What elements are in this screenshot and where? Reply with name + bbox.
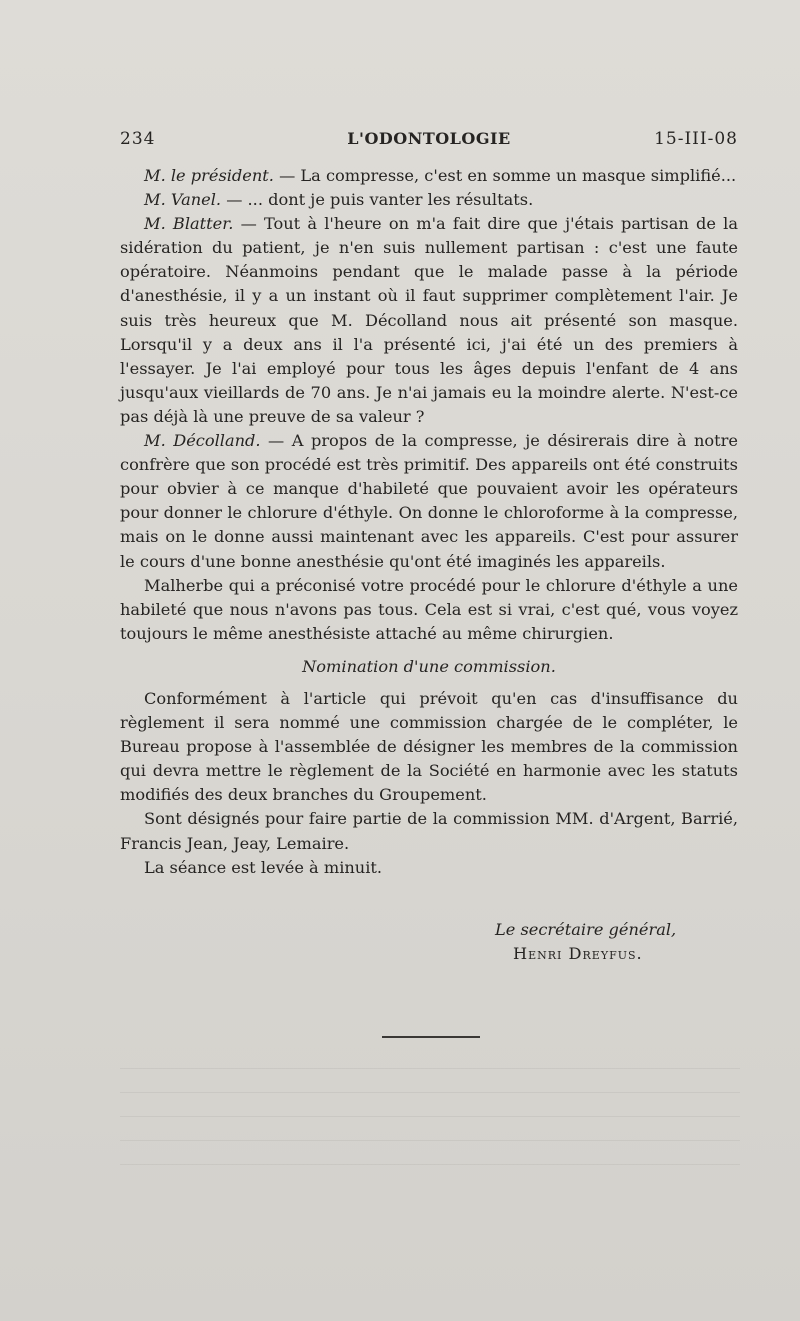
paragraph [120, 164, 738, 188]
paragraph [120, 429, 738, 574]
end-rule [382, 1036, 480, 1038]
section-heading: Nomination d'une commission. [302, 656, 556, 676]
speaker-name: M. Blatter. [144, 214, 234, 234]
paragraph-text: — La compresse, c'est en somme un masque simplifié... [273, 166, 737, 185]
paragraph-text: — ... dont je puis vanter les résultats. [221, 190, 534, 210]
paragraph-text: Malherbe qui a préconisé votre procédé pour le chlorure d'éthyle a une habileté que nous n'avons pas tous. Cela est si vrai, c'est qué, vous voyez toujours le même anesthésiste attaché au même chirurgien. [120, 575, 738, 643]
show-through-texture [120, 1068, 740, 1188]
body-text [120, 164, 738, 880]
paragraph: Conformément à l'article qui prévoit qu'en cas d'insuffisance du règlement il sera nommé une commission chargée de le compléter, le Bureau propose à l'assemblée de désigner les membres de la commission qui devra mettre le règlement de la Société en harmonie avec les statuts modifiés des deux branches du Groupement. [120, 688, 738, 805]
paragraph [120, 188, 738, 212]
page-number: 234 [120, 129, 156, 149]
paragraph: Sont désignés pour faire partie de la commission MM. d'Argent, Barrié, Francis Jean, Jeay, Lemaire. [120, 809, 738, 853]
paragraph-text: — Tout à l'heure on m'a fait dire que j'étais partisan de la sidération du patient, je n'en suis nullement partisan : c'est une faute opératoire. Néanmoins pendant que le malade passe à la période d'anesthésie, il y a un instant où il faut supprimer complètement l'air. Je suis très heureux que M. Décolland nous ait présenté son masque. Lorsqu'il y a deux ans il l'a présenté ici, j'ai été un des premiers à l'essayer. Je l'ai employé pour tous les âges depuis l'enfant de 4 ans jusqu'aux vieillards de 70 ans. Je n'ai jamais eu la moindre alerte. N'est-ce pas déjà là une preuve de sa valeur ? [120, 214, 738, 426]
paragraph: La séance est levée à minuit. [144, 857, 383, 877]
running-header [120, 129, 738, 153]
signatory-name: Henri Dreyfus. [513, 944, 643, 963]
signature-block [495, 918, 676, 966]
speaker-name: M. Vanel. [144, 190, 222, 210]
signatory-title: Le secrétaire général, [495, 920, 677, 939]
paragraph [120, 212, 738, 429]
speaker-name: M. Décolland. [144, 431, 261, 451]
paragraph [120, 574, 738, 646]
speaker-name: M. le président. [144, 166, 274, 185]
issue-date: 15-III-08 [654, 129, 738, 149]
paragraph-text: — A propos de la compresse, je désirerais dire à notre confrère que son procédé est très primitif. Des appareils ont été construits pour obvier à ce manque d'habileté que pouvaient avoir les opérateurs pour donner le chlorure d'éthyle. On donne le chloroforme à la compresse, mais on le donne aussi maintenant avec les appareils. C'est pour assurer le cours d'une bonne anesthésie qu'ont été imaginés les appareils. [120, 431, 738, 571]
journal-title: L'ODONTOLOGIE [347, 129, 511, 148]
